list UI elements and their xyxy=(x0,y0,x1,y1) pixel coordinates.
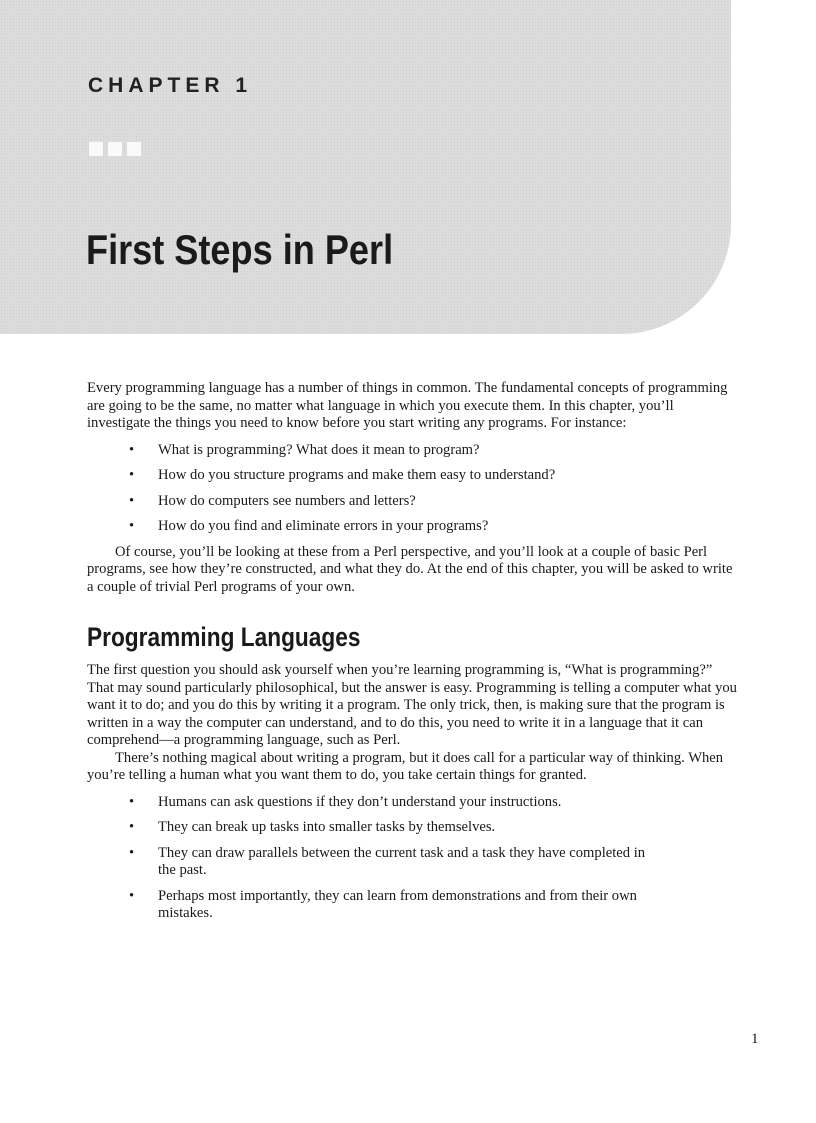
bullet-icon: • xyxy=(129,844,135,861)
section-bullet-list xyxy=(87,794,737,923)
list-item xyxy=(87,493,666,511)
bullet-icon: • xyxy=(129,441,135,458)
bullet-icon: • xyxy=(129,793,135,810)
list-item-text: How do you structure programs and make them easy to understand? xyxy=(158,467,556,483)
section-paragraph: The first question you should ask yourself when you’re learning programming is, “What is programming?” That may sound particularly philosophical, but the answer is easy. Programming is telling a computer what you want it to do; and you do this by writing it a program. The only trick, then, is making sure that the program is written in a way the computer can understand, and to do this, you need to write it in a language that it can comprehend—a programming language, such as Perl. xyxy=(87,662,737,748)
intro-closing-paragraph: Of course, you’ll be looking at these from a Perl perspective, and you’ll look at a couple of basic Perl programs, see how they’re constructed, and what they do. At the end of this chapter, you will be asked to write a couple of trivial Perl programs of your own. xyxy=(87,543,733,595)
list-item-text: How do computers see numbers and letters? xyxy=(158,492,416,509)
chapter-label: CHAPTER 1 xyxy=(88,74,253,97)
bullet-icon: • xyxy=(129,518,135,534)
list-item xyxy=(87,467,666,485)
intro-paragraph: Every programming language has a number of things in common. The fundamental concepts of programming are going to be the same, no matter what language in which you execute them. In this chapter, you’ll investigate the things you need to know before you start writing any programs. For instance: xyxy=(87,380,728,431)
intro-bullet-list xyxy=(87,442,737,536)
list-item xyxy=(87,794,666,812)
bullet-icon: • xyxy=(129,887,135,904)
chapter-header-band xyxy=(0,0,731,334)
bullet-icon: • xyxy=(129,492,135,509)
chapter-ornament xyxy=(89,142,141,156)
section-paragraph: There’s nothing magical about writing a program, but it does call for a particular way of thinking. When you’re telling a human what you want them to do, you take certain things for granted. xyxy=(87,749,724,783)
list-item-text: They can draw parallels between the current task and a task they have completed in the past. xyxy=(158,844,646,878)
list-item xyxy=(87,888,666,923)
chapter-square-icon xyxy=(89,142,103,156)
list-item-text: They can break up tasks into smaller tasks by themselves. xyxy=(158,819,496,835)
section-heading: Programming Languages xyxy=(87,622,361,652)
bullet-icon: • xyxy=(129,819,135,835)
list-item-text: Humans can ask questions if they don’t understand your instructions. xyxy=(158,793,562,810)
list-item xyxy=(87,845,666,880)
chapter-title: First Steps in Perl xyxy=(86,226,394,273)
page-body xyxy=(87,380,737,931)
list-item xyxy=(87,518,666,536)
list-item xyxy=(87,442,666,460)
chapter-square-icon xyxy=(127,142,141,156)
list-item-text: How do you find and eliminate errors in your programs? xyxy=(158,518,489,534)
page-number: 1 xyxy=(751,1031,759,1047)
list-item-text: Perhaps most importantly, they can learn from demonstrations and from their own mistakes. xyxy=(158,887,637,921)
list-item-text: What is programming? What does it mean to program? xyxy=(158,441,480,458)
bullet-icon: • xyxy=(129,467,135,483)
list-item xyxy=(87,819,666,837)
chapter-square-icon xyxy=(108,142,122,156)
